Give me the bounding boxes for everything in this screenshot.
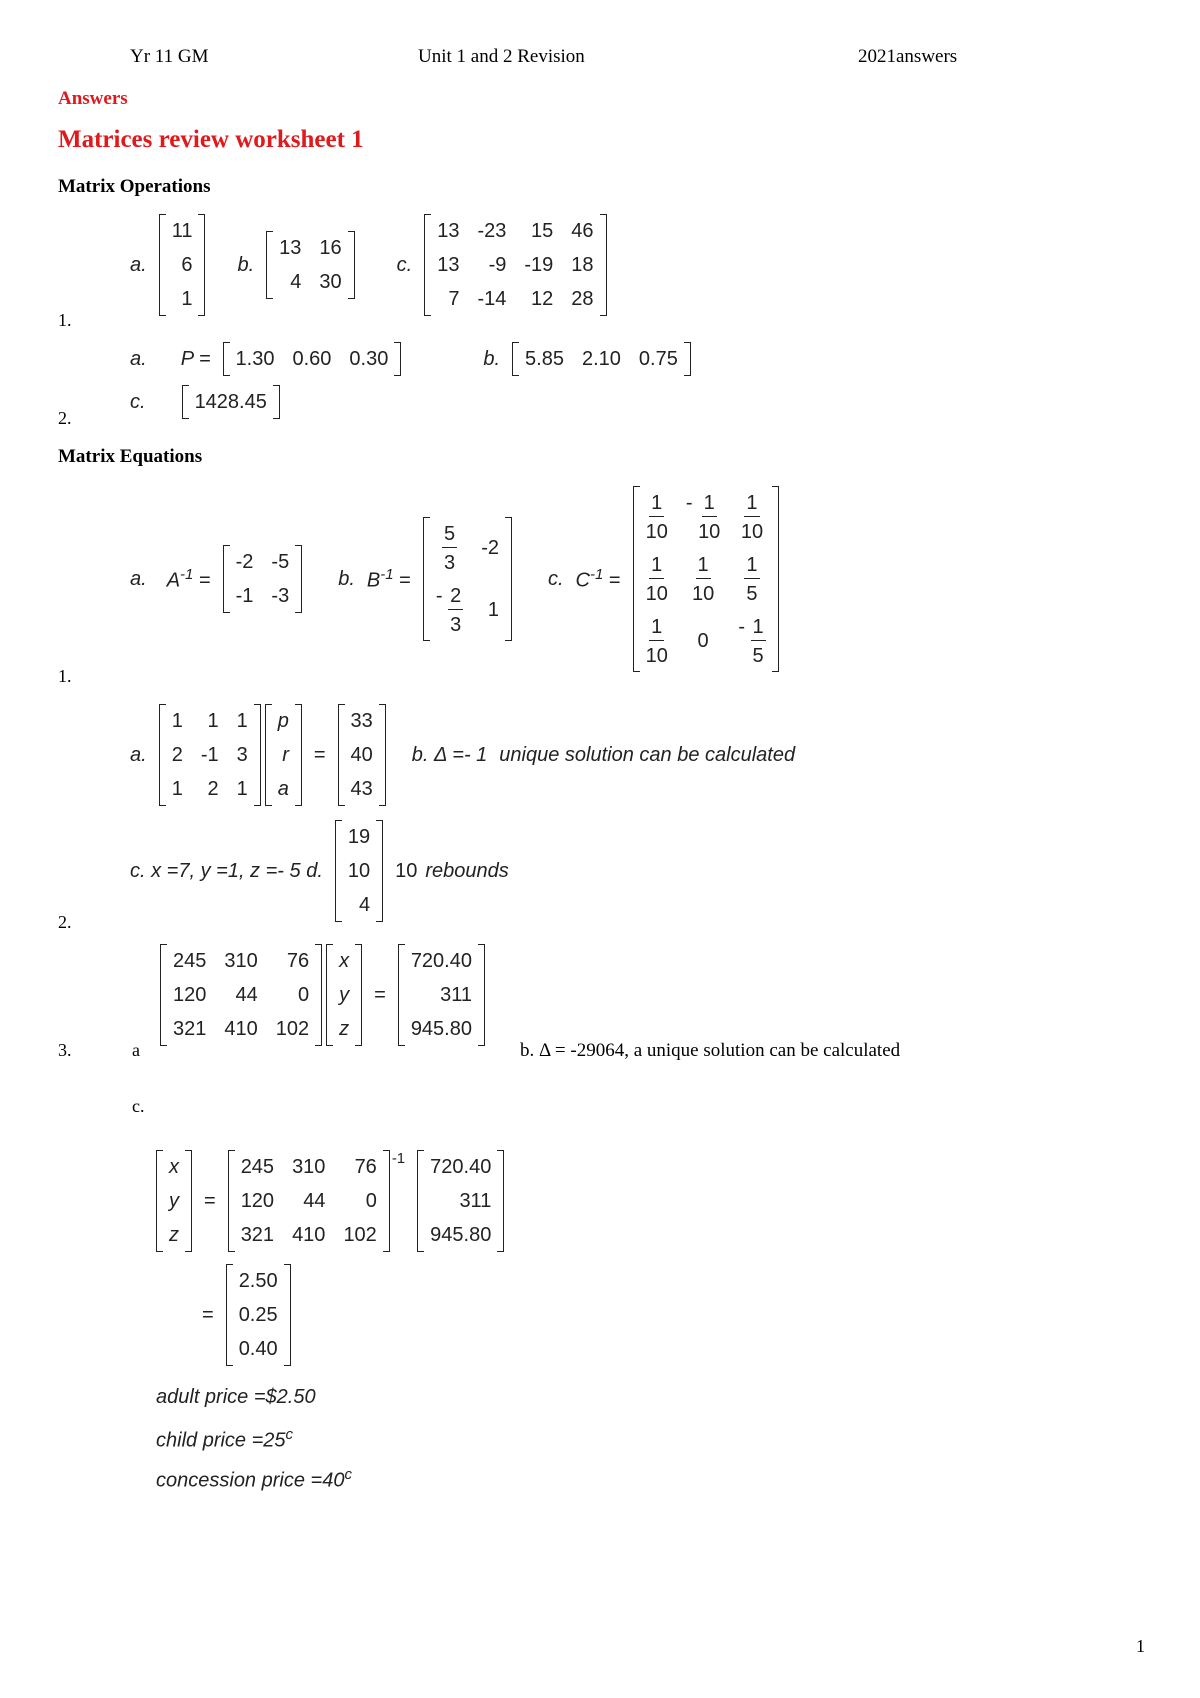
unique-solution-text: unique solution can be calculated <box>499 743 796 766</box>
matrix-row <box>164 944 318 978</box>
eq-q3-number: 3. <box>58 1040 72 1060</box>
c-inverse-matrix: $\frac{1}{10}$ - $\frac{1}{10}$ $\frac{1}{10}$ $\frac{1}{10}$ $\frac{1}{10}$ $\frac{1}{5}$ $\frac{1}{10}$ 0 - $\frac{1}{5}$ <box>633 486 779 672</box>
matrix-cell: 15 <box>531 220 554 242</box>
matrix-cell: 33 <box>350 710 373 732</box>
matrix-row <box>428 214 602 248</box>
matrix-c-name: C <box>575 569 590 592</box>
matrix-cell: p <box>277 710 289 732</box>
matrix-row <box>516 342 687 376</box>
matrix-row <box>421 1218 500 1252</box>
q3c-variable-vector <box>156 1150 192 1252</box>
matrix-cell: 1 <box>236 710 248 732</box>
matrix-cell: 410 <box>292 1224 326 1246</box>
q3-variable-vector <box>326 944 362 1046</box>
matrix-cell: 245 <box>240 1156 275 1178</box>
matrix-cell: 1 <box>171 778 183 800</box>
ops-q2a <box>130 342 691 376</box>
matrix-cell: 102 <box>343 1224 377 1246</box>
matrix-row <box>160 1150 188 1184</box>
matrix-cell: 2 <box>207 778 219 800</box>
matrix-cell: y <box>169 1190 179 1212</box>
matrix-cell: 76 <box>286 950 310 972</box>
matrix-cell: 0.30 <box>349 348 389 370</box>
ops-q1-number: 1. <box>58 310 72 330</box>
rebounds-count: 10 <box>395 859 418 882</box>
matrix-cell: 1 <box>236 778 248 800</box>
matrix-cell: 1 <box>207 710 219 732</box>
part-a-label: a. <box>130 253 147 276</box>
matrix-row <box>163 738 257 772</box>
matrix-cell: -23 <box>477 220 507 242</box>
equals-sign: = <box>374 983 386 1006</box>
equals-sign: = <box>198 569 211 592</box>
child-price <box>156 1426 293 1453</box>
part-a-label: a. <box>130 347 147 370</box>
matrix-row <box>269 772 298 806</box>
matrix-row <box>402 944 481 978</box>
matrix-row <box>330 944 358 978</box>
p-equals: P = <box>180 347 211 370</box>
adult-price: adult price =$2.50 <box>156 1386 316 1408</box>
ops-q1a-matrix <box>159 214 206 316</box>
matrix-cell: 1 <box>181 288 193 310</box>
matrix-row <box>232 1218 386 1252</box>
matrix-row <box>160 1218 188 1252</box>
matrix-row <box>163 704 257 738</box>
q3-coefficient-matrix <box>160 944 322 1046</box>
matrix-cell: -9 <box>488 254 507 276</box>
part-b-label: b. <box>338 567 355 590</box>
matrix-row <box>428 282 602 316</box>
matrix-cell: 945.80 <box>410 1018 472 1040</box>
matrix-cell: 245 <box>173 950 207 972</box>
a-inverse-matrix <box>223 545 303 613</box>
answers-label: Answers <box>58 88 128 109</box>
matrix-cell: 43 <box>350 778 373 800</box>
matrix-cell: 0.60 <box>292 348 332 370</box>
ops-q2a-row-matrix <box>223 342 402 376</box>
header-right: 2021answers <box>858 46 958 67</box>
matrix-cell: y <box>339 984 350 1006</box>
matrix-cell: 18 <box>571 254 594 276</box>
eq-q3c-result <box>202 1264 291 1366</box>
matrix-row <box>232 1184 386 1218</box>
matrix-cell: 19 <box>347 826 371 848</box>
determinant-result: b. Δ =- 1 <box>411 743 488 766</box>
rebounds-vector <box>335 820 383 922</box>
matrix-row <box>270 265 351 299</box>
q3c-coefficient-matrix <box>228 1150 390 1252</box>
matrix-row <box>164 978 318 1012</box>
matrix-cell: -1 <box>200 744 219 766</box>
q3c-result-vector <box>226 1264 291 1366</box>
matrix-cell: 30 <box>319 271 342 293</box>
matrix-cell: 102 <box>275 1018 310 1040</box>
matrix-cell: 4 <box>290 271 302 293</box>
page-number: 1 <box>1136 1636 1145 1656</box>
part-a-label: a. <box>130 743 147 766</box>
matrix-cell: 311 <box>440 984 472 1006</box>
matrix-row <box>269 738 298 772</box>
matrix-row <box>230 1298 287 1332</box>
matrix-cell: 44 <box>235 984 258 1006</box>
ops-q2c <box>130 385 280 419</box>
variable-vector <box>265 704 302 806</box>
matrix-cell: 4 <box>359 894 371 916</box>
matrix-cell: 321 <box>173 1018 207 1040</box>
matrix-cell: 16 <box>319 237 342 259</box>
part-b-label: b. <box>483 347 501 370</box>
matrix-row <box>227 342 398 376</box>
q3-determinant-text: b. Δ = -29064, a unique solution can be calculated <box>520 1040 901 1061</box>
eq-q2a <box>130 704 795 806</box>
matrix-row <box>230 1264 287 1298</box>
q3-part-c-label: c. <box>132 1096 145 1116</box>
matrix-row <box>227 545 299 579</box>
b-inverse-matrix: $\frac{5}{3}$ -2 - $\frac{2}{3}$ 1 <box>423 517 512 641</box>
matrix-cell: 945.80 <box>430 1224 492 1246</box>
matrix-cell: 310 <box>224 950 258 972</box>
matrix-cell: 40 <box>350 744 373 766</box>
matrix-row <box>402 978 481 1012</box>
section-matrix-operations: Matrix Operations <box>58 176 211 197</box>
matrix-cell: 720.40 <box>430 1156 492 1178</box>
matrix-cell: 13 <box>437 254 460 276</box>
matrix-row <box>163 214 202 248</box>
eq-q1-number: 1. <box>58 666 72 686</box>
matrix-cell: 1 <box>171 710 183 732</box>
equals-sign: = <box>313 743 326 766</box>
matrix-cell: 3 <box>236 744 248 766</box>
matrix-cell: -14 <box>477 288 507 310</box>
header-center: Unit 1 and 2 Revision <box>418 46 585 67</box>
header-left: Yr 11 GM <box>130 46 209 67</box>
matrix-cell: 44 <box>303 1190 326 1212</box>
matrix-cell: a <box>277 778 289 800</box>
matrix-row <box>270 231 351 265</box>
matrix-row <box>164 1012 318 1046</box>
constant-vector <box>338 704 386 806</box>
eq-q1-answers <box>130 486 779 672</box>
equals-sign: = <box>202 1303 214 1326</box>
matrix-row <box>339 888 379 922</box>
matrix-row <box>330 978 358 1012</box>
coefficient-matrix <box>159 704 261 806</box>
matrix-cell: -2 <box>235 551 254 573</box>
matrix-cell: 120 <box>240 1190 275 1212</box>
matrix-cell: 46 <box>571 220 594 242</box>
matrix-cell: 28 <box>571 288 594 310</box>
matrix-row <box>339 854 379 888</box>
equals-sign: = <box>608 569 621 592</box>
matrix-cell: x <box>339 950 350 972</box>
matrix-cell: x <box>169 1156 179 1178</box>
matrix-cell: 10 <box>347 860 371 882</box>
matrix-cell: 7 <box>448 288 460 310</box>
child-price-text: child price =25 <box>156 1429 286 1452</box>
matrix-cell: 12 <box>531 288 554 310</box>
q3c-constant-vector <box>417 1150 504 1252</box>
cents-sup: c <box>344 1466 352 1483</box>
matrix-row <box>163 772 257 806</box>
matrix-b-name: B <box>366 569 381 592</box>
matrix-cell: -5 <box>271 551 290 573</box>
ops-q2c-matrix <box>182 385 280 419</box>
matrix-row <box>402 1012 481 1046</box>
matrix-cell: 720.40 <box>410 950 472 972</box>
matrix-row <box>342 738 382 772</box>
ops-q2b-row-matrix <box>512 342 691 376</box>
inverse-sup: -1 <box>180 565 194 583</box>
matrix-row <box>428 248 602 282</box>
matrix-row <box>230 1332 287 1366</box>
inverse-sup: -1 <box>590 565 604 583</box>
matrix-cell: -1 <box>235 585 254 607</box>
matrix-cell: 321 <box>240 1224 275 1246</box>
matrix-row <box>163 248 202 282</box>
eq-q3c-equation <box>156 1150 504 1252</box>
matrix-cell: 11 <box>171 220 193 242</box>
part-c-label: c. <box>547 567 564 590</box>
matrix-cell: 311 <box>459 1190 492 1212</box>
rebounds-word: rebounds <box>425 859 509 882</box>
matrix-row <box>339 820 379 854</box>
matrix-row <box>421 1150 500 1184</box>
q3-part-a-label: a <box>132 1040 140 1060</box>
matrix-cell: 2 <box>171 744 183 766</box>
matrix-cell: 76 <box>354 1156 377 1178</box>
matrix-cell: 13 <box>279 237 302 259</box>
matrix-cell: 0.75 <box>638 348 678 370</box>
matrix-cell: 120 <box>173 984 207 1006</box>
matrix-cell: 6 <box>181 254 193 276</box>
eq-q2cd <box>130 820 509 922</box>
inverse-sup: -1 <box>391 1150 406 1167</box>
matrix-cell: 310 <box>292 1156 326 1178</box>
matrix-row <box>342 704 382 738</box>
ops-q2-number: 2. <box>58 408 72 428</box>
matrix-cell: 1428.45 <box>194 391 267 413</box>
matrix-cell: 1.30 <box>235 348 275 370</box>
ops-q1-answers <box>130 214 607 316</box>
matrix-cell: 2.10 <box>581 348 621 370</box>
matrix-cell: 5.85 <box>525 348 564 370</box>
matrix-cell: 410 <box>224 1018 258 1040</box>
matrix-cell: -19 <box>524 254 554 276</box>
eq-q2-number: 2. <box>58 912 72 932</box>
part-a-label: a. <box>130 567 147 590</box>
matrix-a-name: A <box>166 569 181 592</box>
matrix-row <box>160 1184 188 1218</box>
matrix-cell: z <box>169 1224 179 1246</box>
matrix-cell: -3 <box>271 585 290 607</box>
matrix-cell: 2.50 <box>238 1270 278 1292</box>
q3-constant-vector <box>398 944 485 1046</box>
matrix-row <box>342 772 382 806</box>
concession-price <box>156 1466 352 1493</box>
matrix-row <box>232 1150 386 1184</box>
ops-q1c-matrix <box>424 214 606 316</box>
part-b-label: b. <box>237 253 255 276</box>
matrix-row <box>163 282 202 316</box>
matrix-cell: 0 <box>365 1190 377 1212</box>
part-c-label: c. <box>130 390 146 413</box>
matrix-row <box>227 579 299 613</box>
matrix-cell: z <box>339 1018 350 1040</box>
matrix-row <box>269 704 298 738</box>
equals-sign: = <box>399 569 411 592</box>
equals-sign: = <box>204 1189 216 1212</box>
matrix-cell: 0 <box>298 984 310 1006</box>
matrix-cell: 0.40 <box>238 1338 278 1360</box>
matrix-cell: 0.25 <box>238 1304 278 1326</box>
part-c-label: c. <box>396 253 413 276</box>
concession-price-text: concession price =40 <box>156 1469 345 1492</box>
matrix-cell: 13 <box>437 220 460 242</box>
matrix-cell: r <box>282 744 289 766</box>
matrix-row <box>330 1012 358 1046</box>
eq-q3a <box>160 944 485 1046</box>
ops-q1b-matrix <box>266 231 355 299</box>
section-matrix-equations: Matrix Equations <box>58 446 203 467</box>
matrix-row <box>421 1184 500 1218</box>
xyz-solution: c. x =7, y =1, z =- 5 d. <box>130 859 323 882</box>
inverse-sup: -1 <box>380 565 394 583</box>
page-title: Matrices review worksheet 1 <box>58 126 364 153</box>
cents-sup: c <box>285 1426 294 1443</box>
